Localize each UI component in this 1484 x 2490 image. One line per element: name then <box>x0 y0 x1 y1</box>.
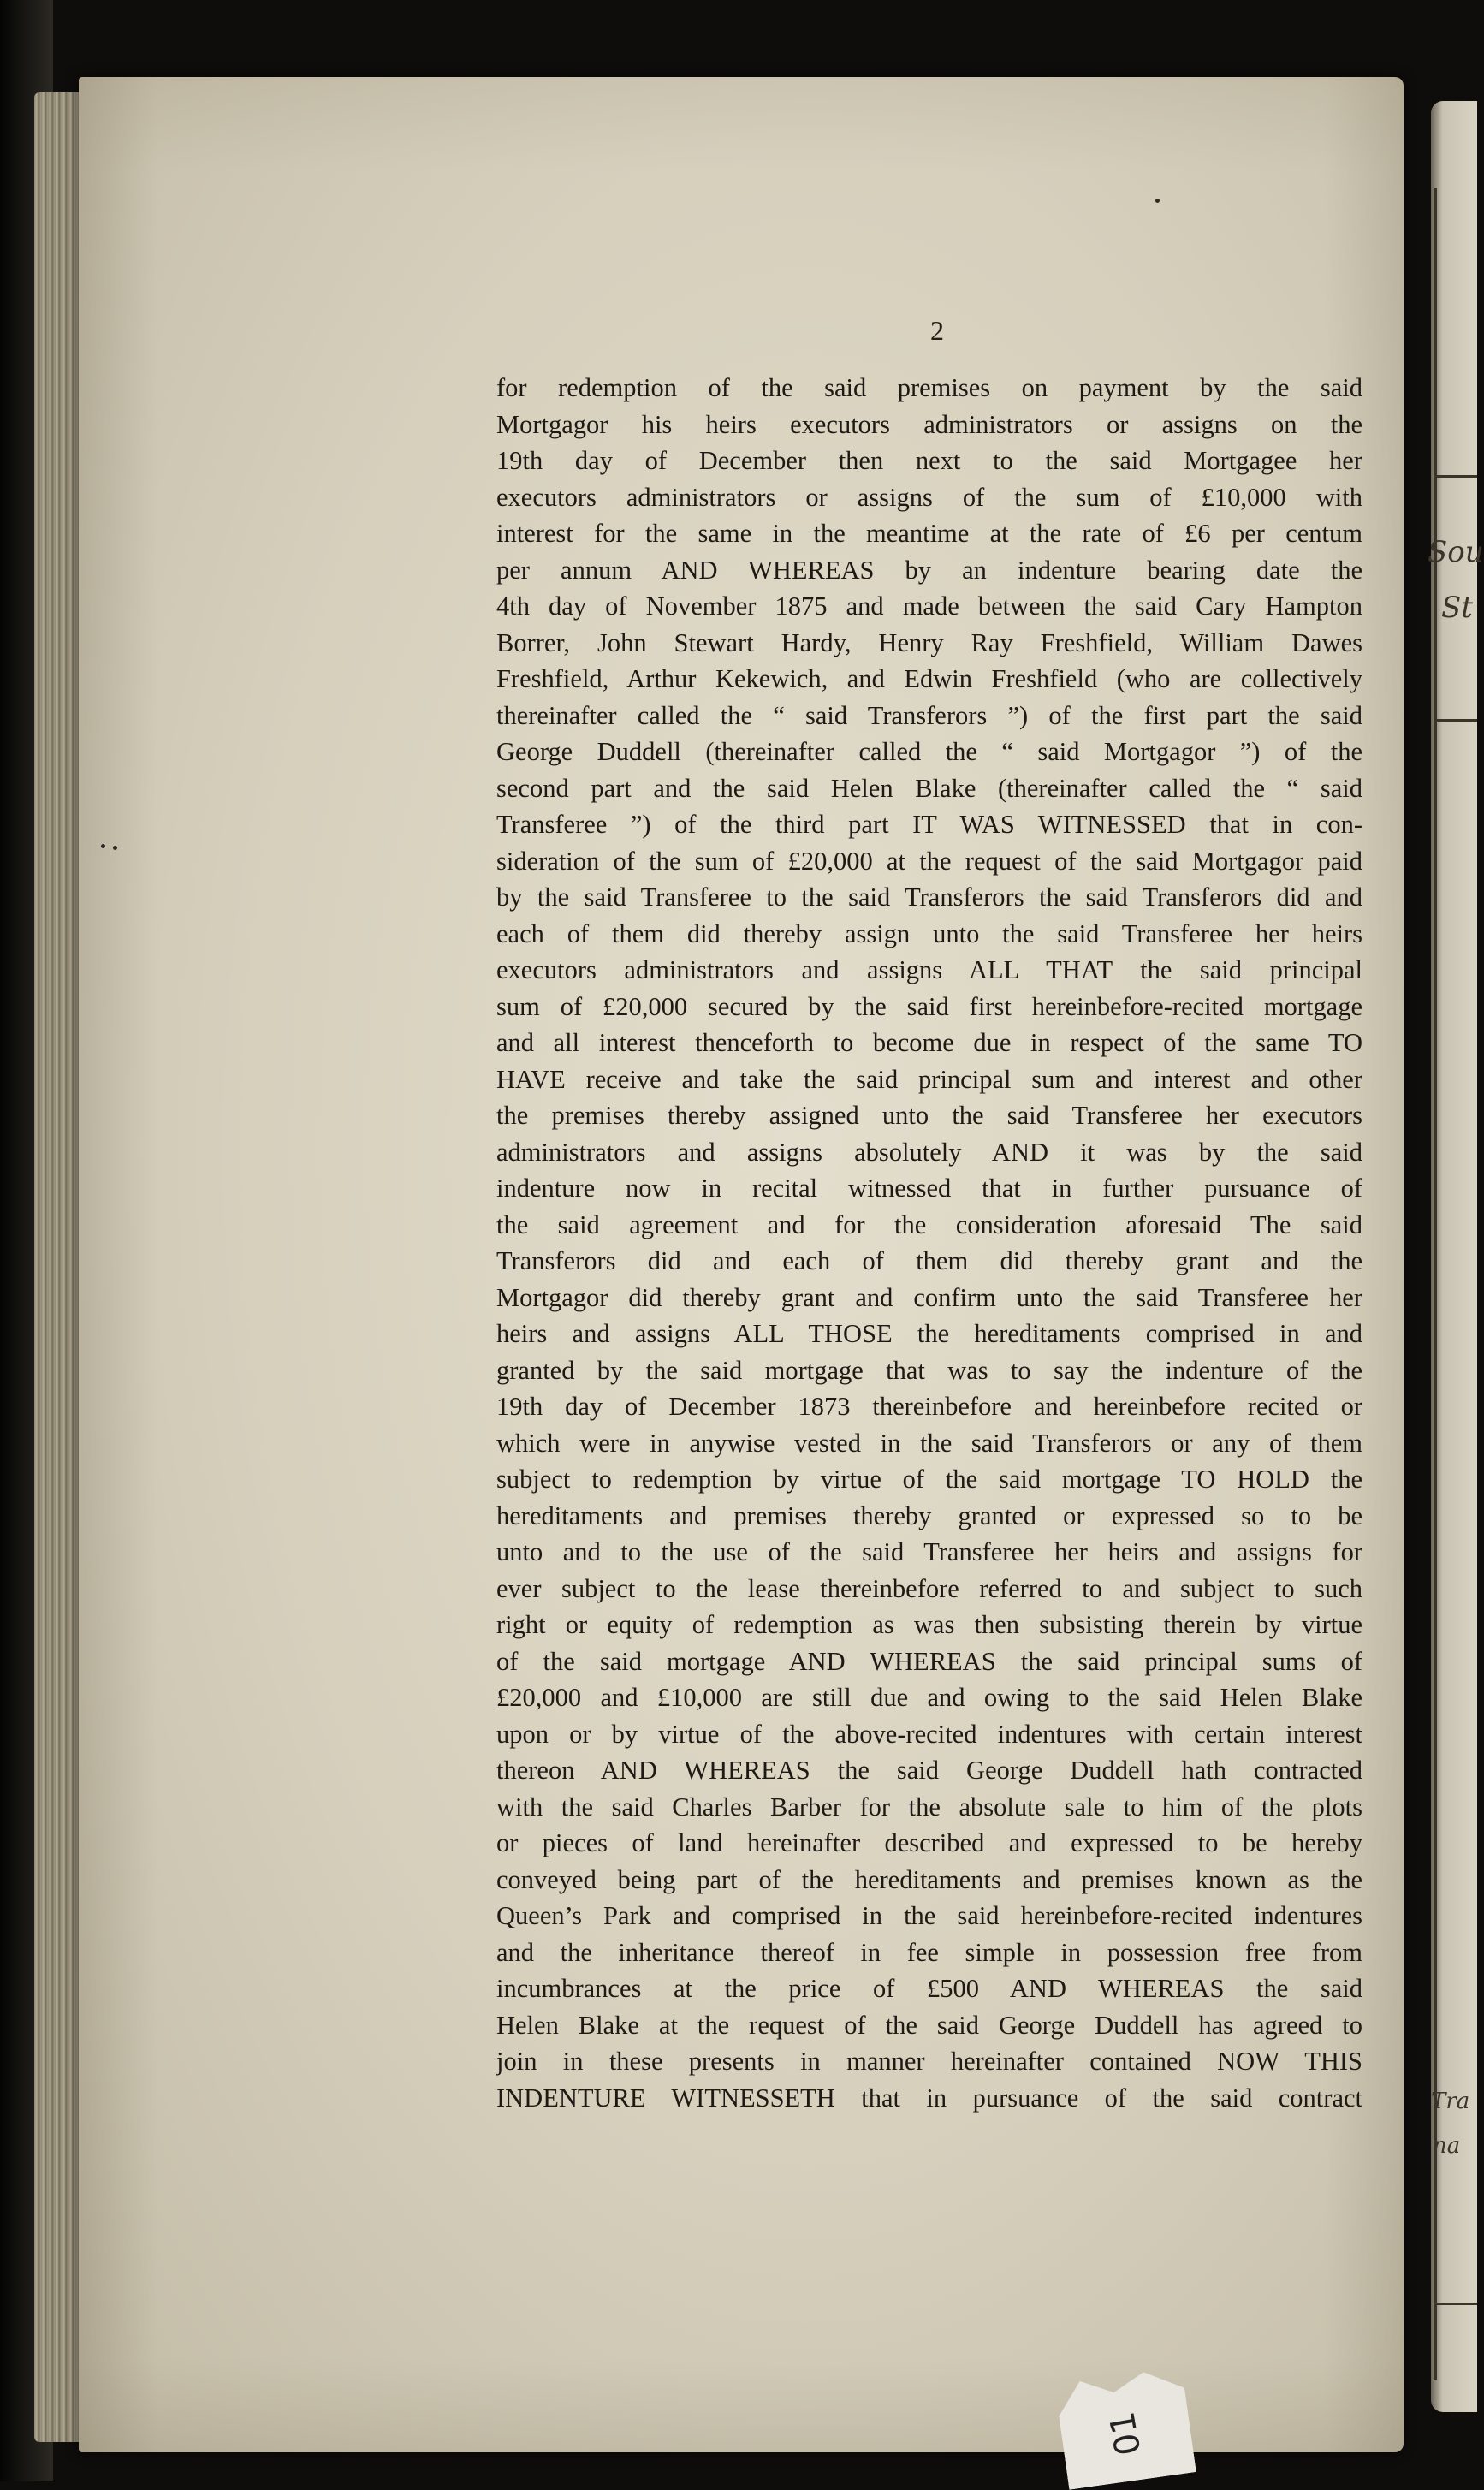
text-line: heirs and assigns ALL THOSE the hereditaments comprised in and <box>496 1319 1362 1348</box>
text-line: Transferors did and each of them did thereby grant and the <box>496 1246 1362 1275</box>
text-line: Mortgagor did thereby grant and confirm unto the said Transferee her <box>496 1282 1362 1312</box>
next-page-edge <box>1431 101 1477 2412</box>
text-line: and all interest thenceforth to become due in respect of the same TO <box>496 1028 1362 1057</box>
text-line: indenture now in recital witnessed that in further pursuance of <box>496 1174 1362 1203</box>
text-line: sum of £20,000 secured by the said first hereinbefore-recited mortgage <box>496 991 1362 1021</box>
page-speck <box>101 844 105 848</box>
text-line: 19th day of December 1873 thereinbefore and hereinbefore recited or <box>496 1392 1362 1421</box>
text-line: hereditaments and premises thereby granted or expressed so to be <box>496 1501 1362 1530</box>
text-line: or pieces of land hereinafter described and expressed to be hereby <box>496 1828 1362 1857</box>
next-page-fragment: Tra <box>1431 2089 1470 2114</box>
text-line: administrators and assigns absolutely AND it was by the said <box>496 1137 1362 1167</box>
text-line: Borrer, John Stewart Hardy, Henry Ray Freshfield, William Dawes <box>496 627 1362 657</box>
text-line: Mortgagor his heirs executors administrators or assigns on the <box>496 409 1362 439</box>
text-line: 19th day of December then next to the said Mortgagee her <box>496 446 1362 475</box>
text-line: the said agreement and for the consideration aforesaid The said <box>496 1209 1362 1239</box>
text-line: executors administrators and assigns ALL THAT the said principal <box>496 955 1362 984</box>
text-line: subject to redemption by virtue of the said mortgage TO HOLD the <box>496 1465 1362 1494</box>
text-line: of the said mortgage AND WHEREAS the said principal sums of <box>496 1646 1362 1676</box>
page-speck <box>113 846 117 850</box>
text-line: conveyed being part of the hereditaments and premises known as the <box>496 1864 1362 1894</box>
text-line: Queen’s Park and comprised in the said hereinbefore-recited indentures <box>496 1901 1362 1930</box>
text-line: which were in anywise vested in the said Transferors or any of them <box>496 1428 1362 1458</box>
text-line: Helen Blake at the request of the said George Duddell has agreed to <box>496 2010 1362 2040</box>
text-line: Freshfield, Arthur Kekewich, and Edwin Freshfield (who are collectively <box>496 664 1362 693</box>
text-line: sideration of the sum of £20,000 at the request of the said Mortgagor paid <box>496 846 1362 876</box>
text-line: granted by the said mortgage that was to say the indenture of the <box>496 1355 1362 1385</box>
text-line: HAVE receive and take the said principal sum and interest and other <box>496 1064 1362 1094</box>
next-page-rule <box>1434 188 1437 2380</box>
text-line: incumbrances at the price of £500 AND WHEREAS the said <box>496 1974 1362 2003</box>
text-line: by the said Transferee to the said Transferors the said Transferors did and <box>496 882 1362 912</box>
text-line: executors administrators or assigns of the sum of £10,000 with <box>496 482 1362 512</box>
next-page-rule <box>1434 475 1477 478</box>
next-page-fragment: St <box>1441 591 1473 625</box>
text-line: the premises thereby assigned unto the said Transferee her executors <box>496 1101 1362 1130</box>
next-page-rule <box>1434 719 1477 722</box>
text-line: ever subject to the lease thereinbefore referred to and subject to such <box>496 1573 1362 1603</box>
text-line: for redemption of the said premises on payment by the said <box>496 373 1362 402</box>
next-page-fragment: Sou <box>1428 535 1484 569</box>
page-number: 2 <box>930 315 944 346</box>
text-line: thereon AND WHEREAS the said George Duddell hath contracted <box>496 1756 1362 1785</box>
text-line: INDENTURE WITNESSETH that in pursuance of the said contract <box>496 2083 1362 2113</box>
text-line: George Duddell (thereinafter called the “ said Mortgagor ”) of the <box>496 737 1362 766</box>
document-body-text <box>496 370 1362 2116</box>
text-line: 4th day of November 1875 and made between the said Cary Hampton <box>496 591 1362 621</box>
text-line: thereinafter called the “ said Transferors ”) of the first part the said <box>496 700 1362 730</box>
text-line: each of them did thereby assign unto the said Transferee her heirs <box>496 918 1362 948</box>
text-line: interest for the same in the meantime at the rate of £6 per centum <box>496 519 1362 548</box>
page-speck <box>1155 199 1160 203</box>
text-line: per annum AND WHEREAS by an indenture bearing date the <box>496 555 1362 585</box>
text-line: Transferee ”) of the third part IT WAS WITNESSED that in con- <box>496 810 1362 839</box>
text-line: upon or by virtue of the above-recited indentures with certain interest <box>496 1719 1362 1749</box>
text-line: unto and to the use of the said Transferee her heirs and assigns for <box>496 1537 1362 1566</box>
next-page-fragment: na <box>1433 2133 1461 2159</box>
text-line: and the inheritance thereof in fee simple in possession free from <box>496 1937 1362 1967</box>
text-line: with the said Charles Barber for the absolute sale to him of the plots <box>496 1792 1362 1821</box>
torn-label-text: 01 <box>1102 2408 1149 2459</box>
text-line: second part and the said Helen Blake (thereinafter called the “ said <box>496 773 1362 803</box>
next-page-rule <box>1434 2303 1477 2305</box>
text-line: right or equity of redemption as was then subsisting therein by virtue <box>496 1610 1362 1639</box>
text-line: £20,000 and £10,000 are still due and owing to the said Helen Blake <box>496 1683 1362 1712</box>
text-line: join in these presents in manner hereinafter contained NOW THIS <box>496 2047 1362 2076</box>
